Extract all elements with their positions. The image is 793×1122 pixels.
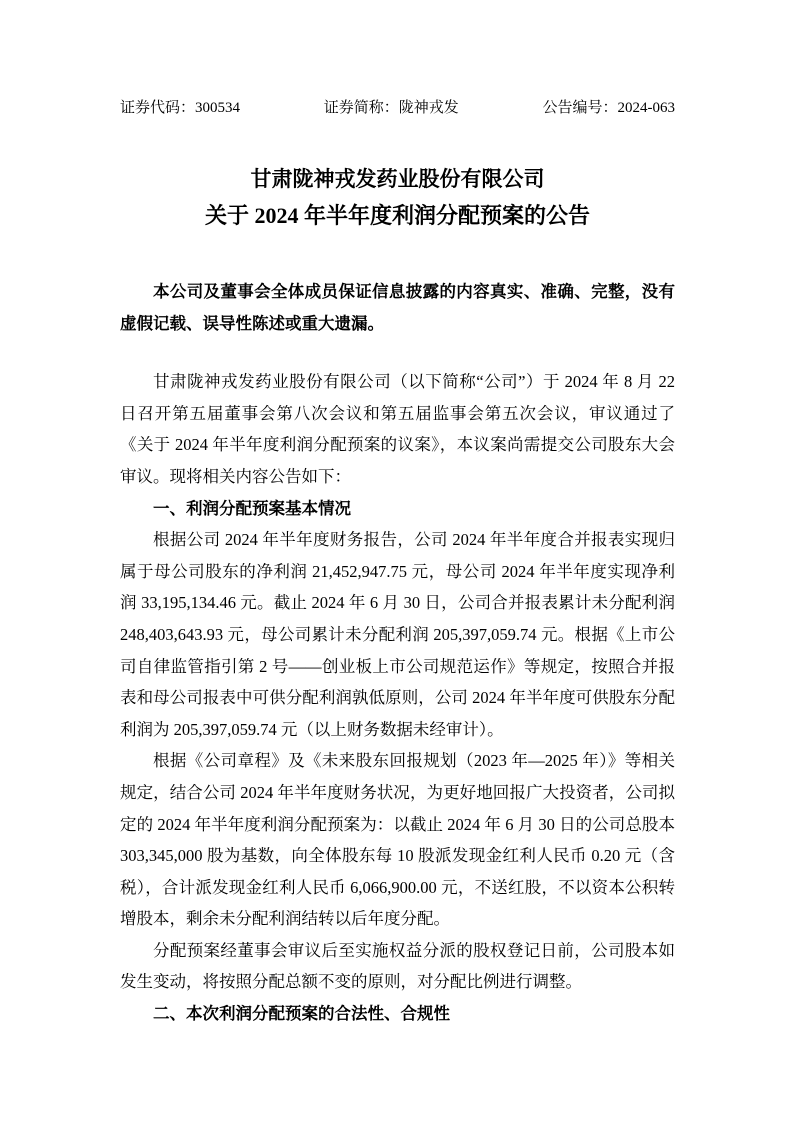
announcement-number: 公告编号：2024-063 bbox=[542, 100, 675, 116]
section1-paragraph-1: 根据公司 2024 年半年度财务报告，公司 2024 年半年度合并报表实现归属于母公司股东的净利润 21,452,947.75 元，母公司 2024 年半年度实现净利润 33,195,134.46 元。截止 2024 年 6 月 30 日，公司合并报表累计未分配利润 248,403,643.93 元，母公司累计未分配利润 205,397,059.74 元。根据《上市公司自律监管指引第 2 号——创业板上市公司规范运作》等规定，按照合并报表和母公司报表中可供分配利润孰低原则，公司 2024 年半年度可供股东分配利润为 205,397,059.74 元（以上财务数据未经审计）。 bbox=[120, 530, 675, 739]
document-header bbox=[120, 98, 675, 118]
stock-code: 证券代码：300534 bbox=[120, 100, 241, 116]
intro-paragraph: 甘肃陇神戎发药业股份有限公司（以下简称“公司”）于 2024 年 8 月 22 日召开第五届董事会第八次会议和第五届监事会第五次会议，审议通过了《关于 2024 年半年度利润分配预案的议案》，本议案尚需提交公司股东大会审议。现将相关内容公告如下： bbox=[120, 372, 675, 486]
announcement-title: 关于 2024 年半年度利润分配预案的公告 bbox=[204, 203, 590, 228]
board-disclaimer: 本公司及董事会全体成员保证信息披露的内容真实、准确、完整，没有虚假记载、误导性陈述或重大遗漏。 bbox=[120, 282, 675, 333]
section1-paragraph-3: 分配预案经董事会审议后至实施权益分派的股权登记日前，公司股本如发生变动，将按照分配总额不变的原则，对分配比例进行调整。 bbox=[120, 940, 675, 992]
section1-heading: 一、利润分配预案基本情况 bbox=[153, 498, 351, 518]
company-title: 甘肃陇神戎发药业股份有限公司 bbox=[250, 167, 545, 191]
stock-short-name: 证券简称：陇神戎发 bbox=[323, 100, 459, 116]
section2-heading: 二、本次利润分配预案的合法性、合规性 bbox=[153, 1004, 450, 1024]
section1-paragraph-2: 根据《公司章程》及《未来股东回报规划（2023 年—2025 年）》等相关规定，结合公司 2024 年半年度财务状况，为更好地回报广大投资者，公司拟定的 2024 年半年度利润分配预案为：以截止 2024 年 6 月 30 日的公司总股本 303,345,000 股为基数，向全体股东每 10 股派发现金红利人民币 0.20 元（含税），合计派发现金红利人民币 6,066,900.00 元，不送红股，不以资本公积转增股本，剩余未分配利润结转以后年度分配。 bbox=[120, 751, 675, 929]
